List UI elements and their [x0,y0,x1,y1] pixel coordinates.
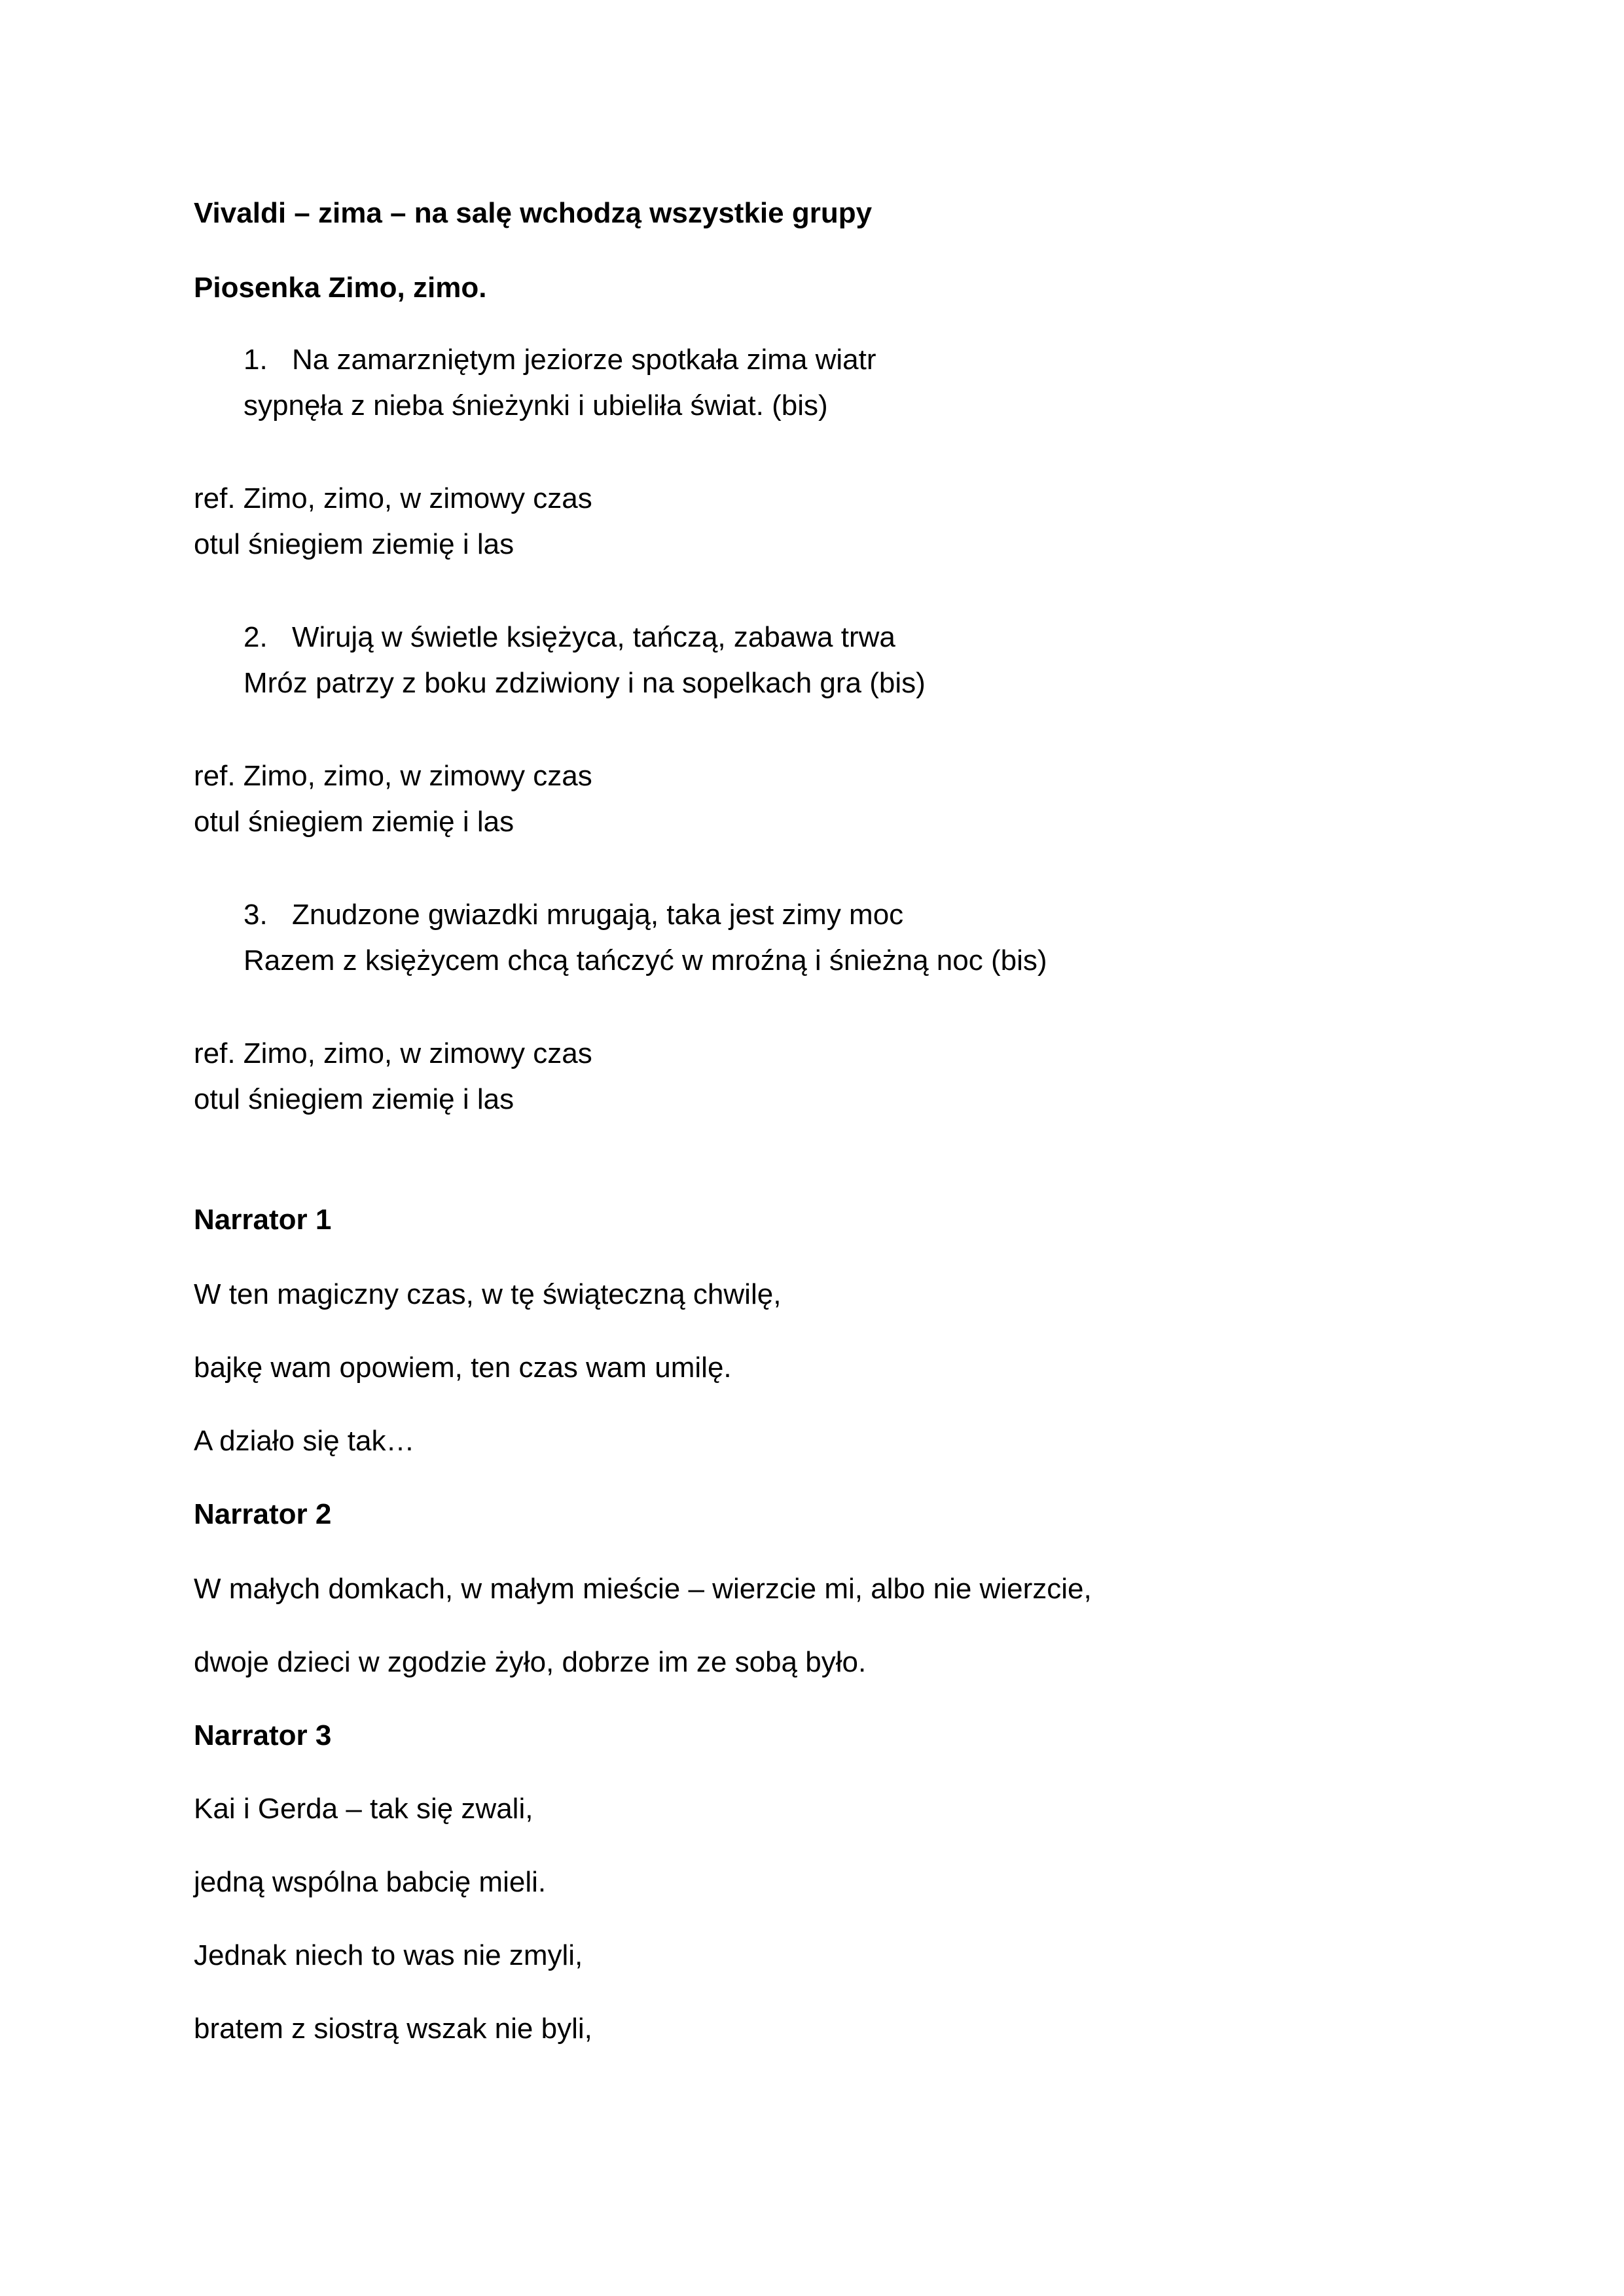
document-title: Vivaldi – zima – na salę wchodzą wszystkie grupy [194,197,873,229]
refrain-3-line-2: otul śniegiem ziemię i las [194,1083,514,1115]
narrator-2-line-2: dwoje dzieci w zgodzie żyło, dobrze im ze sobą było. [194,1646,867,1678]
narrator-2-heading: Narrator 2 [194,1498,332,1530]
narrator-1-line-3: A działo się tak… [194,1425,415,1457]
narrator-1-line-1: W ten magiczny czas, w tę świąteczną chwilę, [194,1278,782,1310]
narrator-3-line-3: Jednak niech to was nie zmyli, [194,1939,583,1971]
verse-1-line-2: sypnęła z nieba śnieżynki i ubieliła świat. (bis) [244,389,828,422]
verse-3-line-2: Razem z księżycem chcą tańczyć w mroźną i śnieżną noc (bis) [244,944,1047,977]
verse-2-number: 2. [244,621,268,653]
verse-2-line-2: Mróz patrzy z boku zdziwiony i na sopelkach gra (bis) [244,667,926,699]
verse-1-line-1: Na zamarzniętym jeziorze spotkała zima wiatr [292,344,876,376]
refrain-1-line-2: otul śniegiem ziemię i las [194,528,514,560]
verse-3-line-1: Znudzone gwiazdki mrugają, taka jest zimy moc [292,899,904,931]
narrator-3-line-2: jedną wspólna babcię mieli. [194,1866,547,1898]
refrain-2-line-2: otul śniegiem ziemię i las [194,806,514,838]
verse-1-number: 1. [244,344,268,376]
narrator-1-line-2: bajkę wam opowiem, ten czas wam umilę. [194,1352,732,1384]
narrator-3-line-1: Kai i Gerda – tak się zwali, [194,1793,533,1825]
refrain-3-line-1: ref. Zimo, zimo, w zimowy czas [194,1037,592,1069]
verse-2-line-1: Wirują w świetle księżyca, tańczą, zabawa trwa [292,621,895,653]
narrator-3-line-4: bratem z siostrą wszak nie byli, [194,2013,592,2045]
refrain-2-line-1: ref. Zimo, zimo, w zimowy czas [194,760,592,792]
refrain-1-line-1: ref. Zimo, zimo, w zimowy czas [194,482,592,514]
song-title: Piosenka Zimo, zimo. [194,272,487,304]
verse-3-number: 3. [244,899,268,931]
narrator-2-line-1: W małych domkach, w małym mieście – wierzcie mi, albo nie wierzcie, [194,1573,1092,1605]
narrator-3-heading: Narrator 3 [194,1719,332,1751]
narrator-1-heading: Narrator 1 [194,1204,332,1236]
